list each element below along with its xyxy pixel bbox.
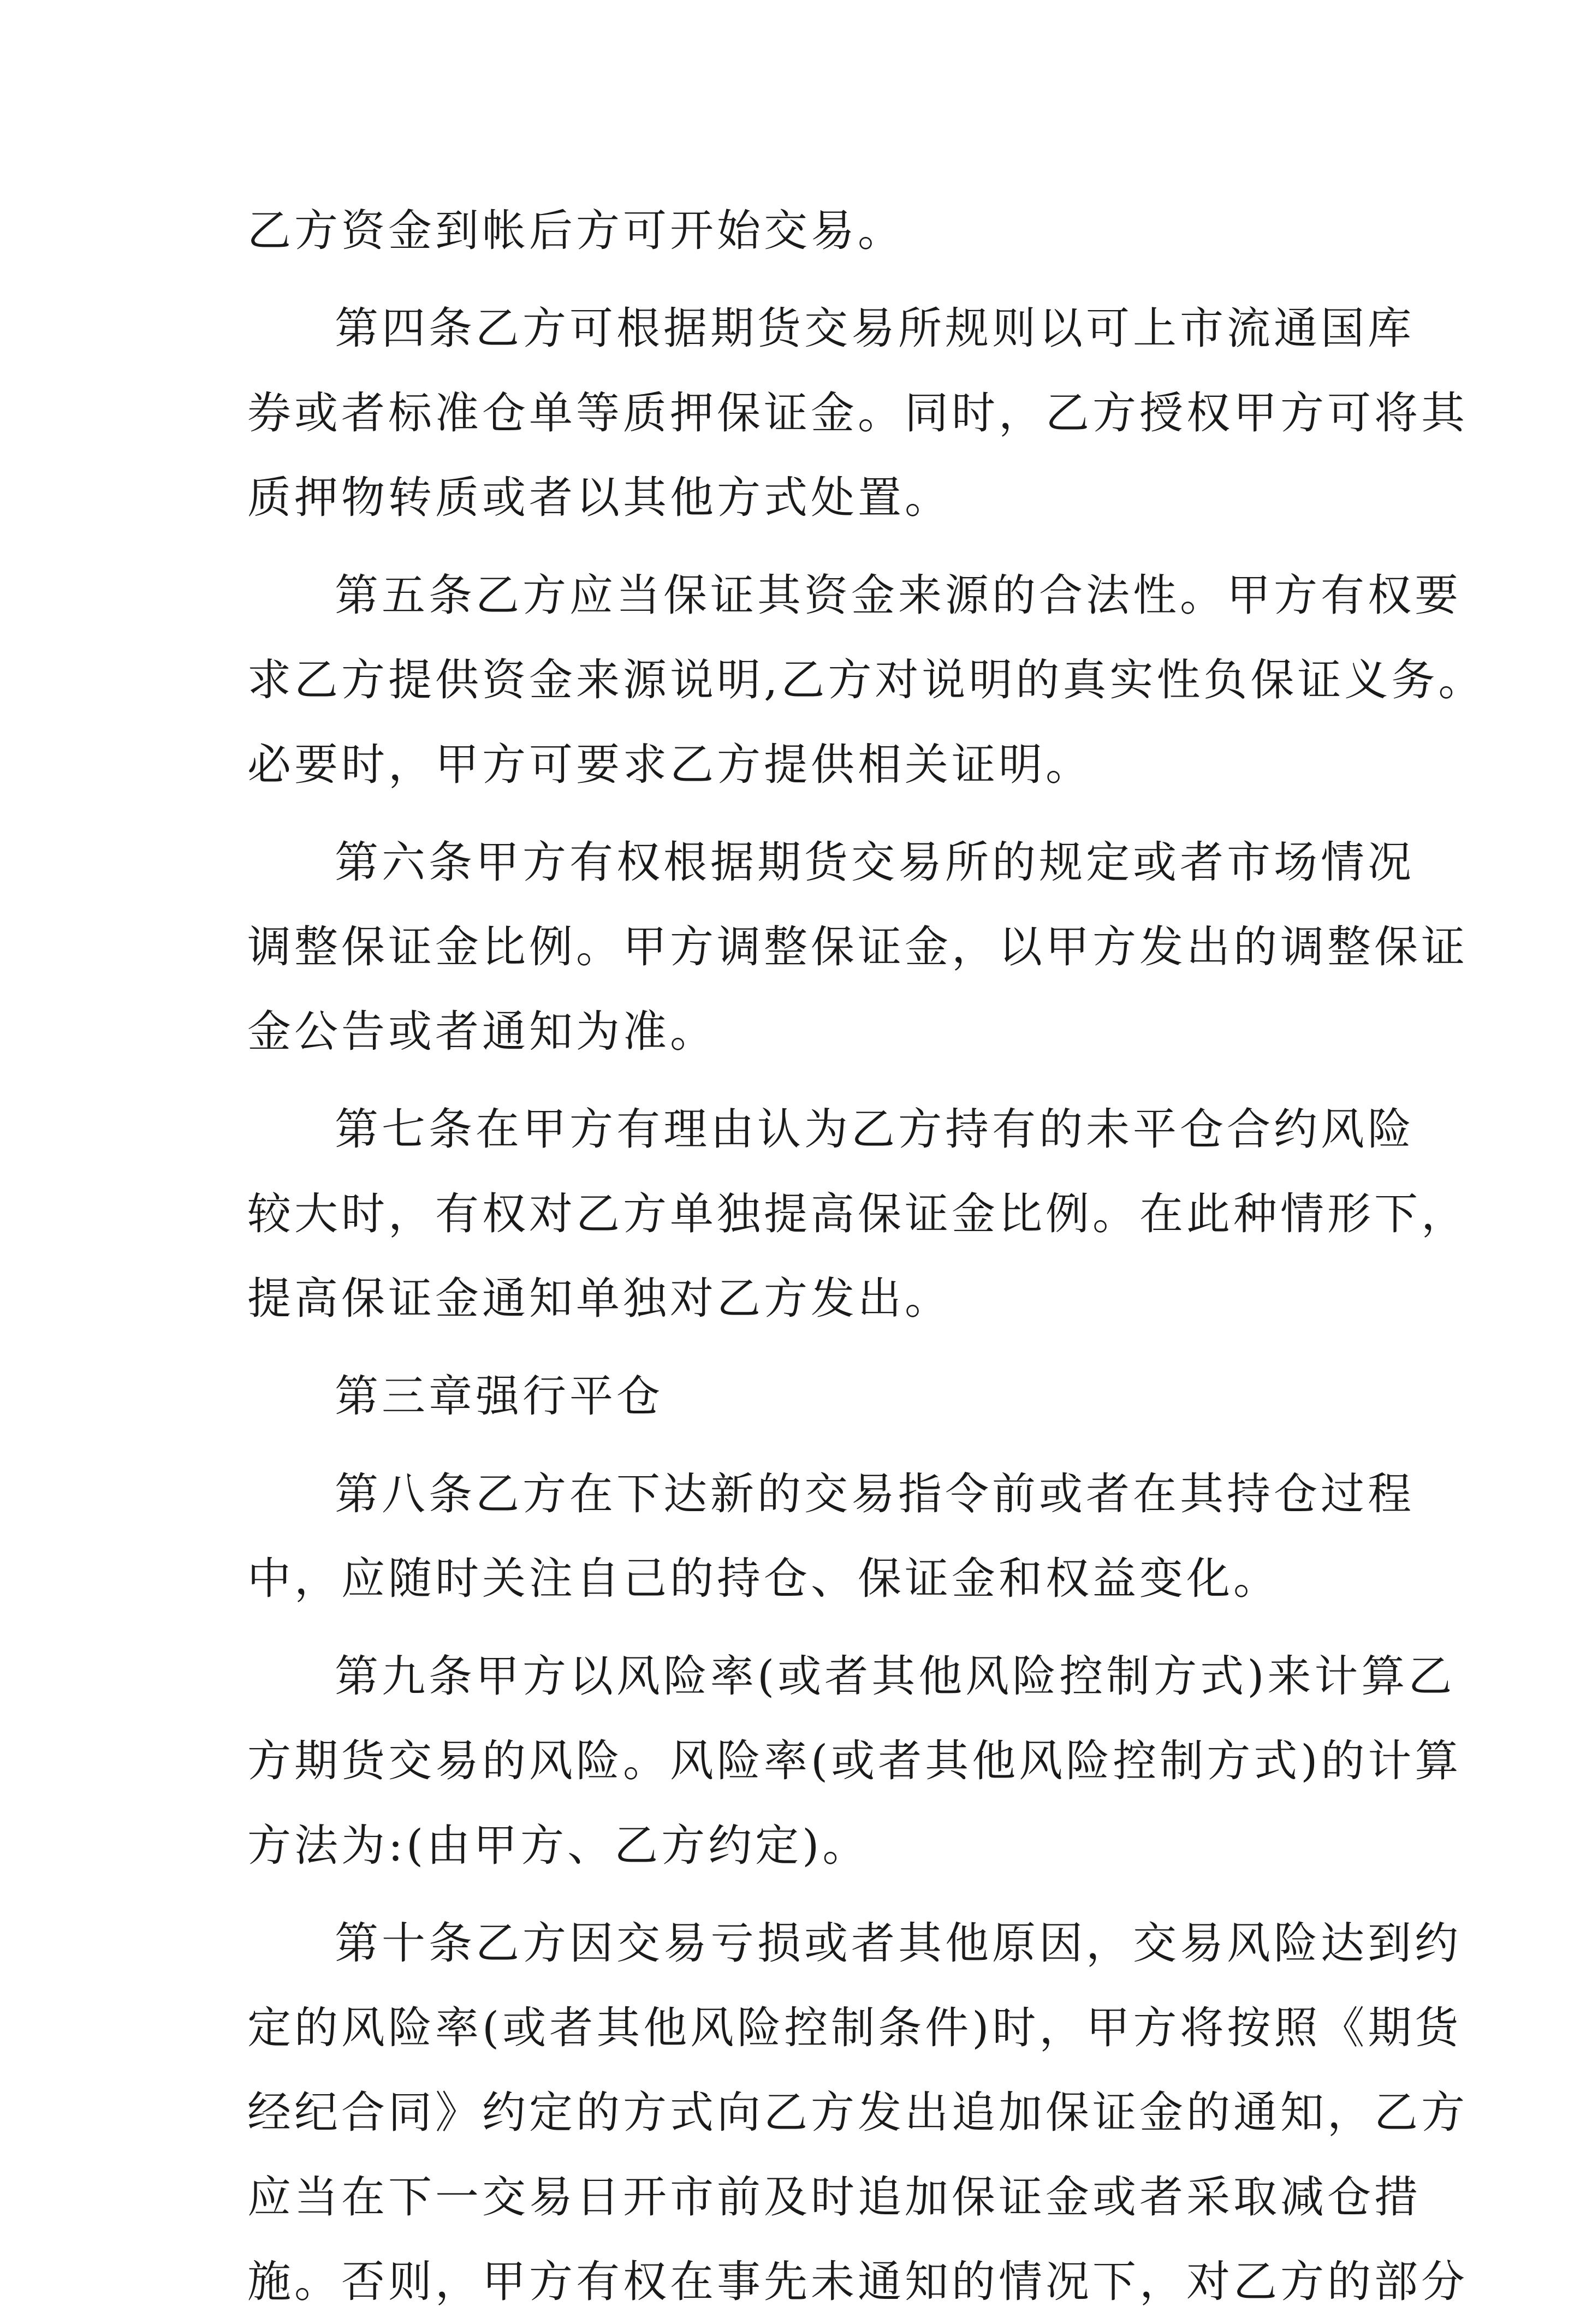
document-line: 方法为:(由甲方、乙方约定)。 bbox=[247, 1820, 870, 1871]
document-line: 较大时，有权对乙方单独提高保证金比例。在此种情形下， bbox=[247, 1188, 1468, 1239]
document-line: 方期货交易的风险。风险率(或者其他风险控制方式)的计算 bbox=[247, 1735, 1462, 1786]
document-line: 第八条乙方在下达新的交易指令前或者在其持仓过程 bbox=[335, 1469, 1415, 1519]
document-line: 中，应随时关注自己的持仓、保证金和权益变化。 bbox=[247, 1553, 1280, 1604]
document-line: 求乙方提供资金来源说明,乙方对说明的真实性负保证义务。 bbox=[247, 655, 1486, 705]
document-line: 乙方资金到帐后方可开始交易。 bbox=[247, 205, 905, 256]
document-line: 提高保证金通知单独对乙方发出。 bbox=[247, 1273, 952, 1324]
document-line: 第三章强行平仓 bbox=[335, 1371, 663, 1422]
document-line: 应当在下一交易日开市前及时追加保证金或者采取减仓措 bbox=[247, 2172, 1421, 2222]
document-line: 第七条在甲方有理由认为乙方持有的未平仓合约风险 bbox=[335, 1104, 1415, 1155]
document-line: 定的风险率(或者其他风险控制条件)时，甲方将按照《期货 bbox=[247, 2002, 1462, 2053]
document-line: 质押物转质或者以其他方式处置。 bbox=[247, 472, 952, 523]
document-line: 第四条乙方可根据期货交易所规则以可上市流通国库 bbox=[335, 303, 1415, 354]
document-line: 第九条甲方以风险率(或者其他风险控制方式)来计算乙 bbox=[335, 1651, 1456, 1702]
document-line: 金公告或者通知为准。 bbox=[247, 1006, 717, 1057]
document-line: 必要时，甲方可要求乙方提供相关证明。 bbox=[247, 739, 1092, 790]
document-line: 券或者标准仓单等质押保证金。同时，乙方授权甲方可将其 bbox=[247, 388, 1468, 438]
document-line: 第五条乙方应当保证其资金来源的合法性。甲方有权要 bbox=[335, 570, 1462, 621]
document-line: 经纪合同》约定的方式向乙方发出追加保证金的通知，乙方 bbox=[247, 2087, 1468, 2138]
document-line: 第十条乙方因交易亏损或者其他原因，交易风险达到约 bbox=[335, 1918, 1462, 1969]
document-body bbox=[247, 188, 1486, 2324]
document-line: 施。否则，甲方有权在事先未通知的情况下，对乙方的部分 bbox=[247, 2256, 1468, 2307]
document-line: 第六条甲方有权根据期货交易所的规定或者市场情况 bbox=[335, 837, 1415, 888]
document-line: 调整保证金比例。甲方调整保证金，以甲方发出的调整保证 bbox=[247, 922, 1468, 972]
